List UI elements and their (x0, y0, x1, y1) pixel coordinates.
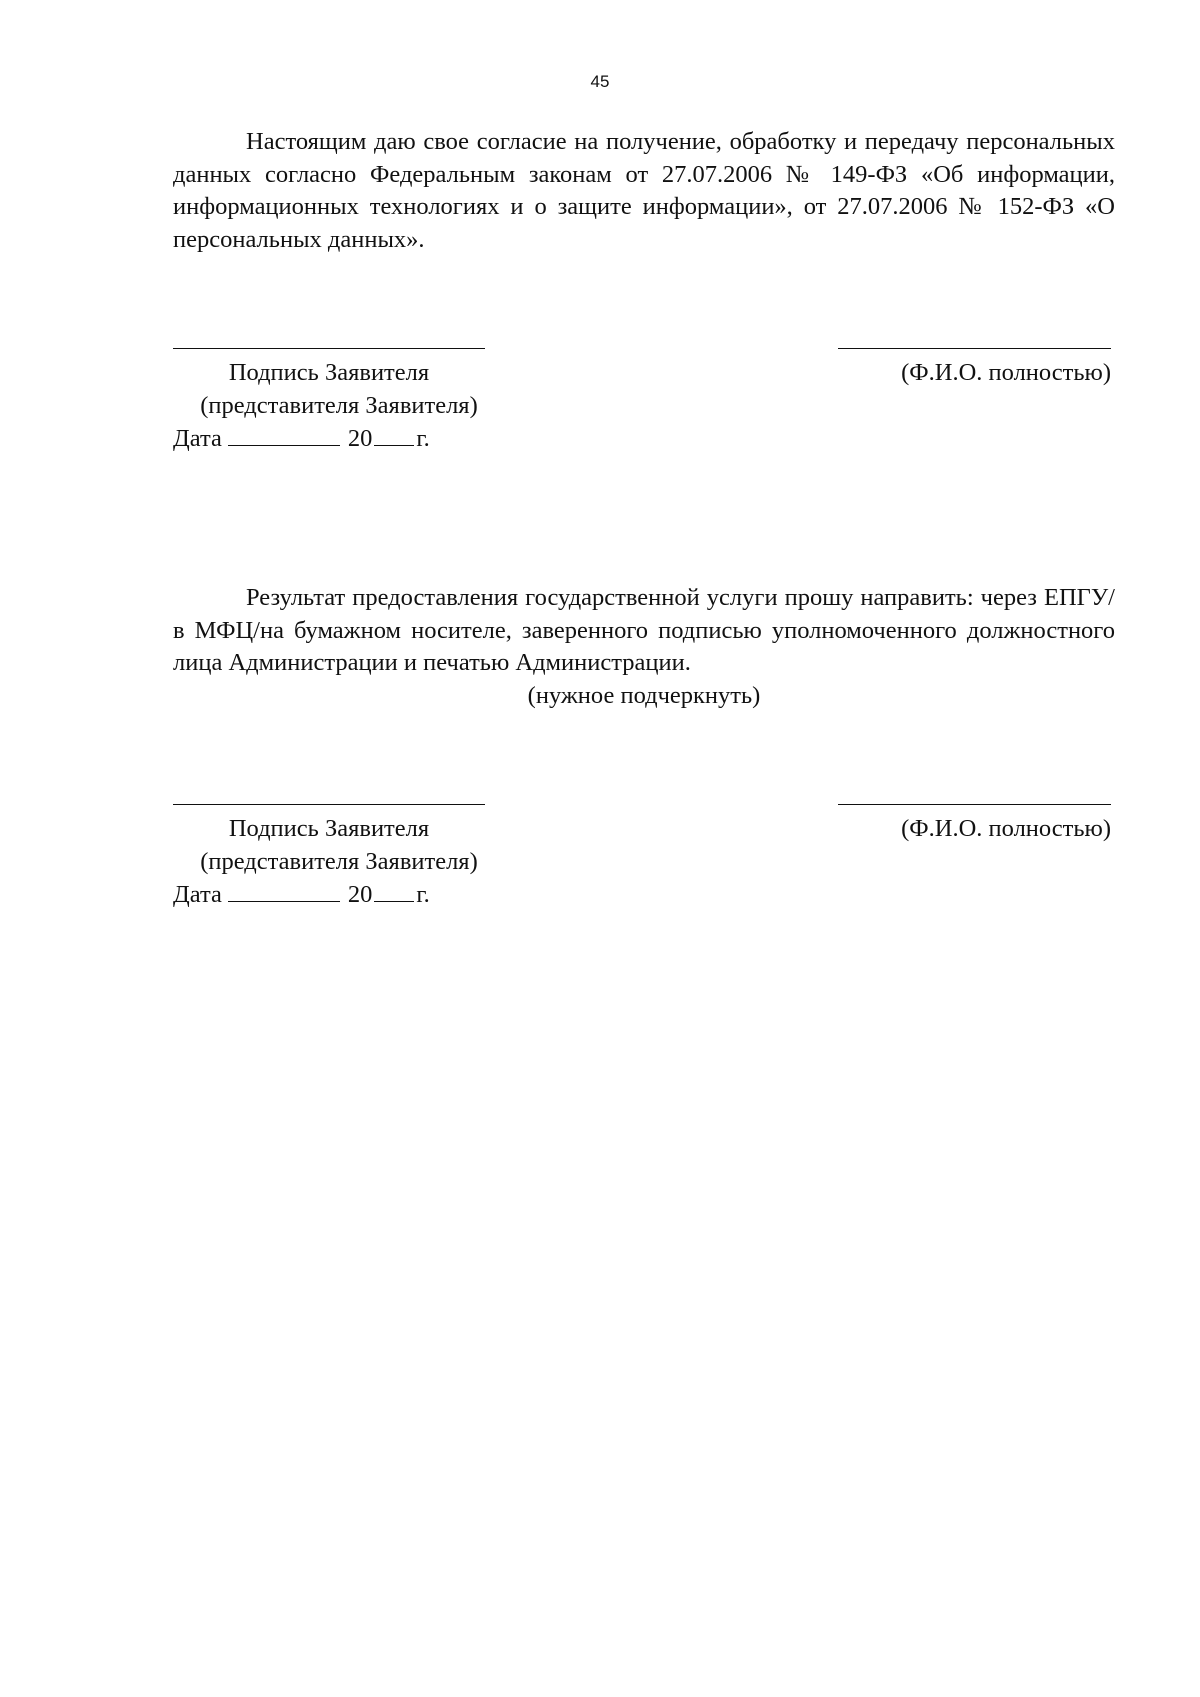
result-request-text: Результат предоставления государственной услуги прошу направить: через ЕПГУ/в МФЦ/на бумажном носителе, заверенного подписью уполномоченного должностного лица Администрации и печатью Администрации. (173, 584, 1115, 676)
year-prefix: 20 (347, 881, 373, 908)
date-blank (228, 423, 340, 446)
date-line (173, 878, 430, 911)
fio-line (838, 804, 1111, 805)
signature-line (173, 348, 485, 349)
date-blank (228, 879, 340, 902)
consent-text: Настоящим даю свое согласие на получение, обработку и передачу персональных данных согласно Федеральным законам от 27.07.2006 № 149-ФЗ «Об информации, информационных технологиях и о защите информации», от 27.07.2006 № 152-ФЗ «О персональных данных». (173, 128, 1115, 253)
year-prefix: 20 (347, 425, 373, 452)
fio-label: (Ф.И.О. полностью) (901, 359, 1111, 386)
signature-label: Подпись Заявителя (228, 359, 430, 386)
fio-line (838, 348, 1111, 349)
year-blank (374, 879, 414, 902)
signature-line (173, 804, 485, 805)
representative-label: (представителя Заявителя) (200, 848, 478, 875)
date-label: Дата (173, 425, 222, 452)
year-suffix: г. (416, 425, 430, 452)
result-request-paragraph (173, 582, 1115, 712)
underline-note: (нужное подчеркнуть) (527, 681, 761, 709)
consent-paragraph (173, 126, 1115, 256)
date-line (173, 422, 430, 455)
year-suffix: г. (416, 881, 430, 908)
fio-label: (Ф.И.О. полностью) (901, 815, 1111, 842)
representative-label: (представителя Заявителя) (200, 392, 478, 419)
date-label: Дата (173, 881, 222, 908)
year-blank (374, 423, 414, 446)
signature-label: Подпись Заявителя (228, 815, 430, 842)
page-number: 45 (590, 72, 610, 91)
